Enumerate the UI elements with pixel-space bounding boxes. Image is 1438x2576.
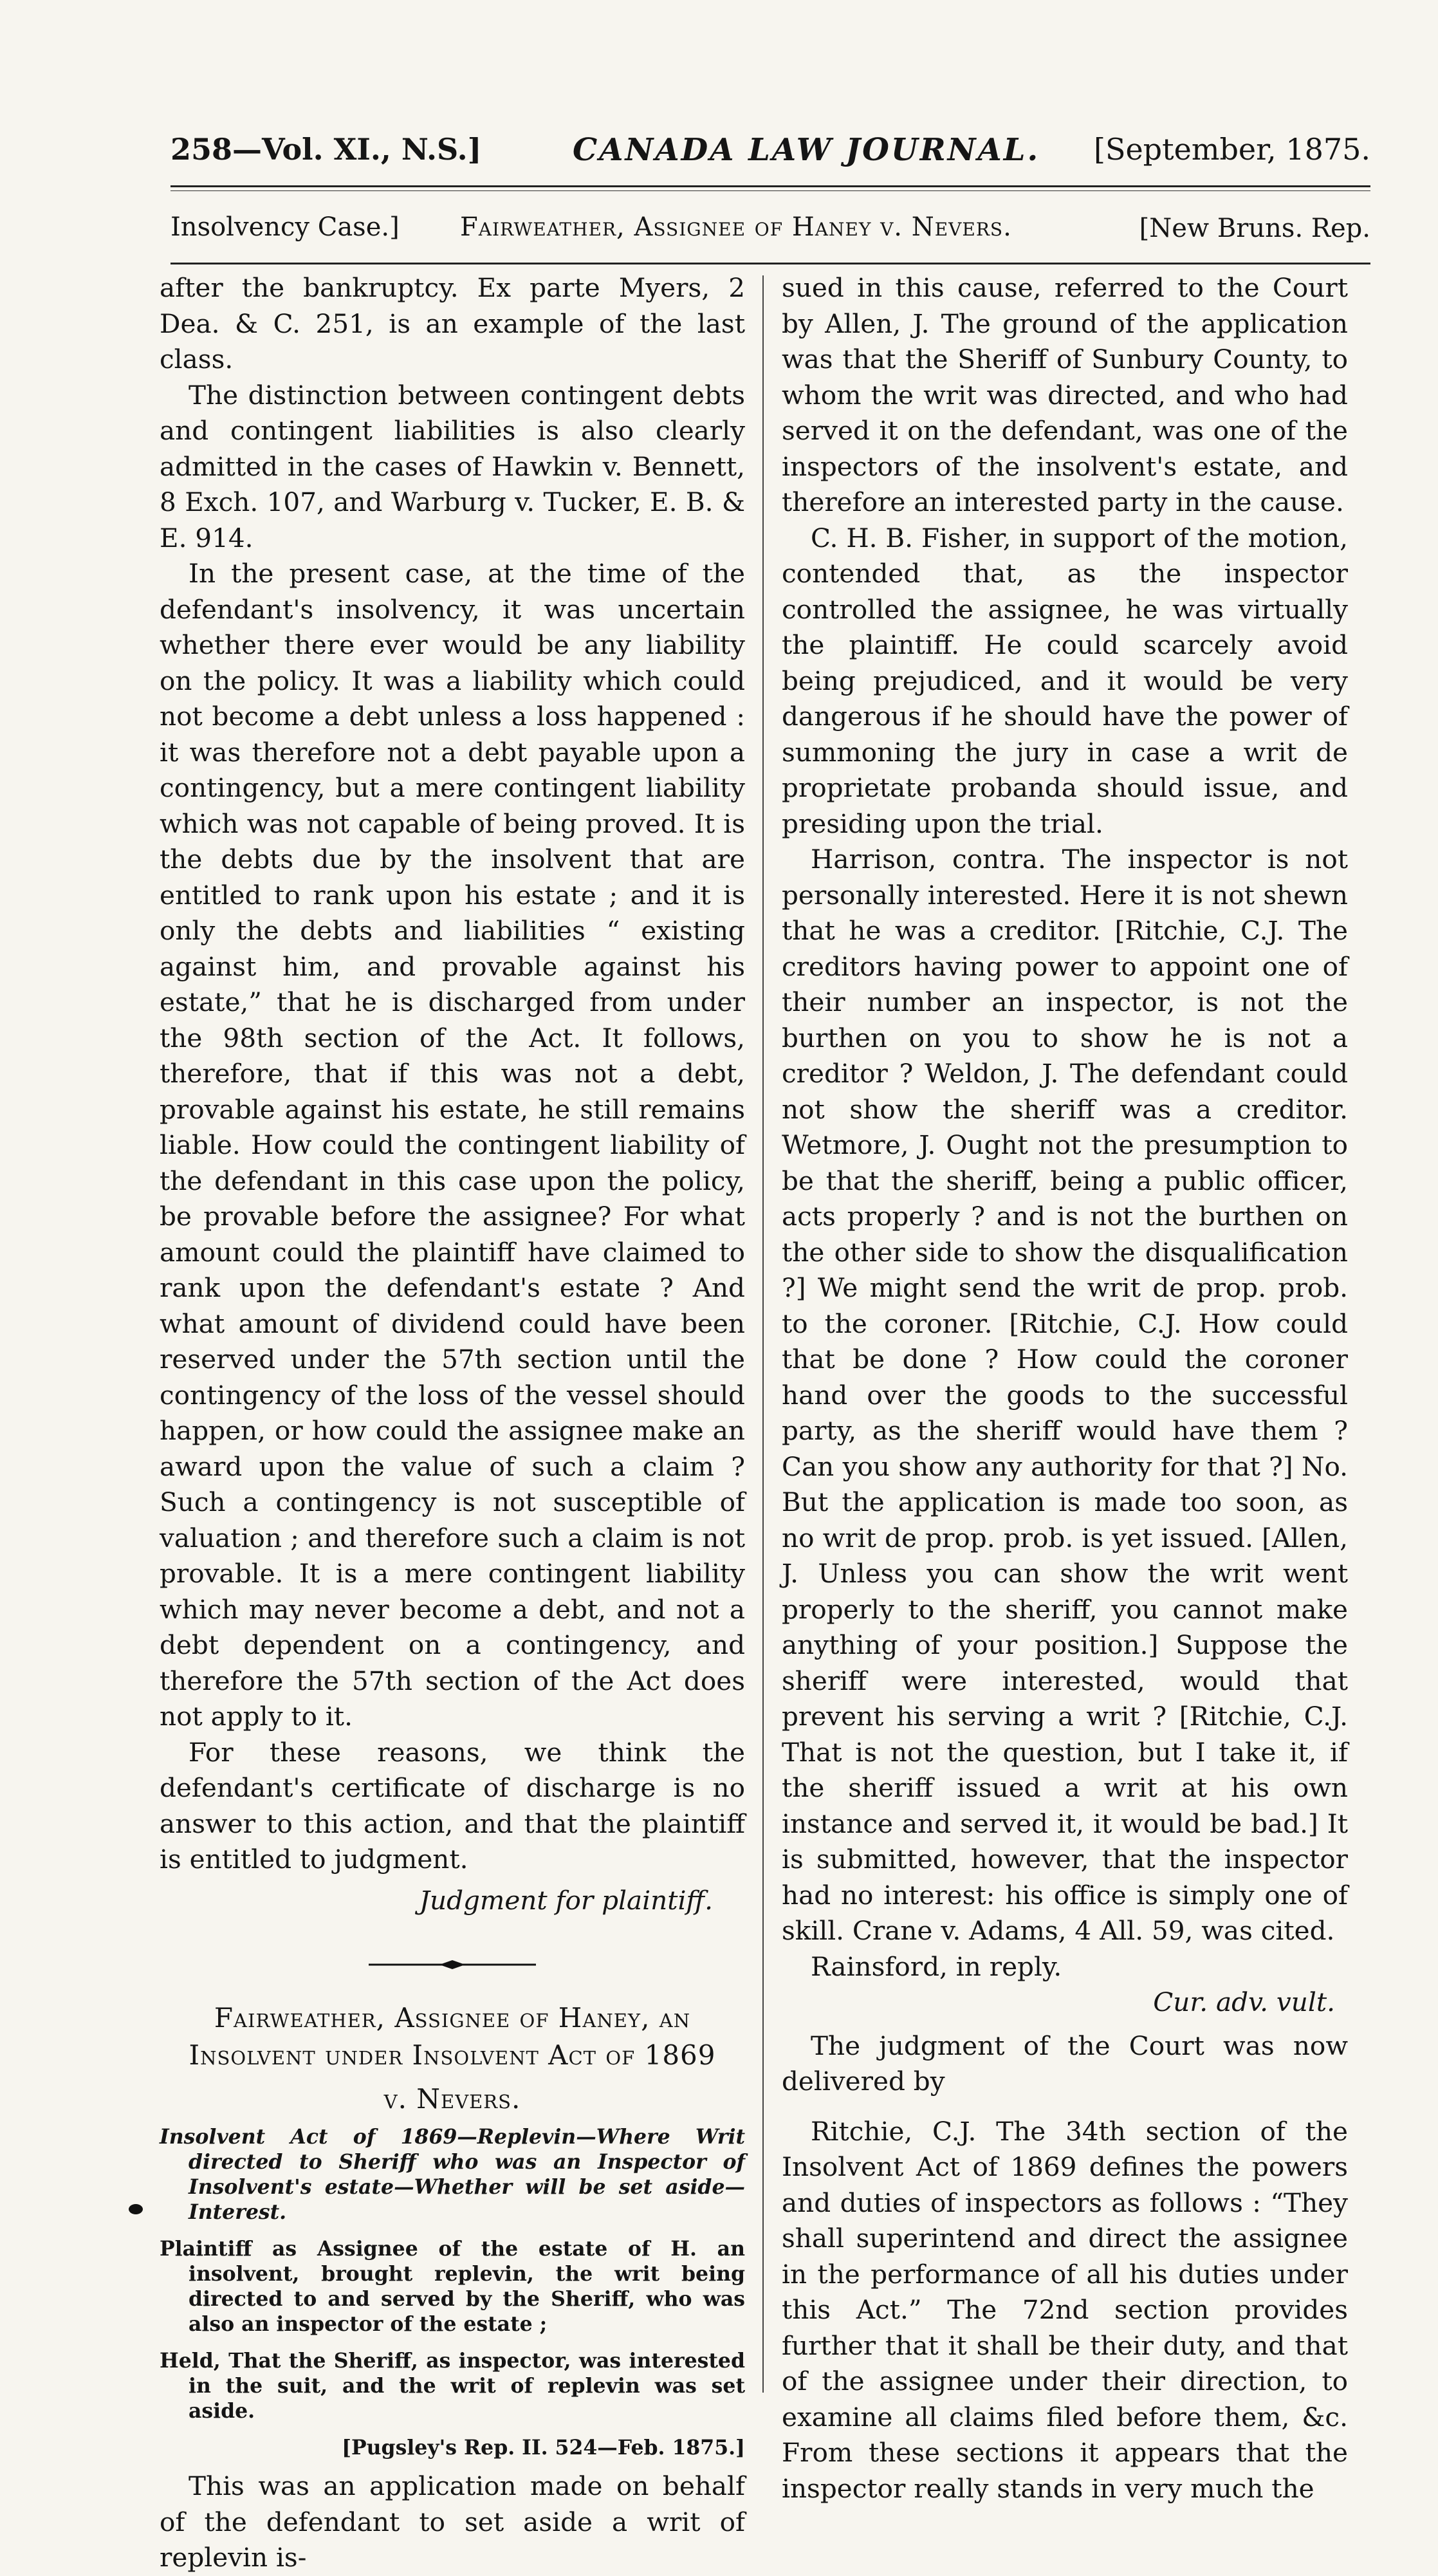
judgment-line: Judgment for plaintiff. [419,1884,713,1916]
cur-adv-vult: Cur. adv. vult. [1153,1987,1335,2017]
subheader-rule [171,263,1370,264]
paragraph: For these reasons, we think the defendant's certificate of discharge is no answer to this action, and that the plaintiff is entitled to judgment. [160,1736,745,1875]
paragraph: In the present case, at the time of the defendant's insolvency, it was uncertain whether there ever would be any liability on the policy. It was a liability which could not become a debt unless a loss happened : it was therefore not a debt payable upon a contingency, but a mere contingent liability which was not capable of being proved. It is the debts due by the insolvent that are entitled to rank upon his estate ; and it is only the debts and liabilities “ existing against him, and provable against his estate,” that he is discharged from under the 98th section of the Act. It follows, therefore, that if this was not a debt, provable against his estate, he still remains liable. How could the contingent liability of the defendant in this case upon the policy, be provable before the assignee? For what amount could the plaintiff have claimed to rank upon the defendant's estate ? And what amount of dividend could have been reserved under the 57th section until the contingency of the loss of the vessel should happen, or how could the assignee make an award upon the value of such a claim ? Such a contingency is not susceptible of valuation ; and therefore such a claim is not provable. It is a mere contingent liability which may never become a debt, and not a debt dependent on a contingency, and therefore the 57th section of the Act does not apply to it. [160,558,745,1732]
margin-mark [129,2204,143,2214]
header-rule-thin [171,190,1370,191]
paragraph: The distinction between contingent debts and contingent liabilities is also clearly admitted in the cases of Hawkin v. Bennett, 8 Exch. 107, and Warburg v. Tucker, E. B. & E. 914. [160,379,745,553]
case-subheader [171,212,1370,251]
running-head [171,132,1370,177]
headnote-held: Held, That the Sheriff, as inspector, was interested in the suit, and the writ of replevin was set aside. [160,2349,745,2423]
paragraph: Harrison, contra. The inspector is not personally interested. Here it is not shewn that he was a creditor. [Ritchie, C.J. The creditors having power to appoint one of their number an inspector, is not the burthen on you to show he is not a creditor ? Weldon, J. The defendant could not show the sheriff was a creditor. Wetmore, J. Ought not the presumption to be that the sheriff, being a public officer, acts properly ? and is not the burthen on the other side to show the disqualification ?] We might send the writ de prop. prob. to the coroner. [Ritchie, C.J. How could that be done ? How could the coroner hand over the goods to the successful party, as the sheriff would have them ? Can you show any authority for that ?] No. But the application is made too soon, as no writ de prop. prob. is yet issued. [Allen, J. Unless you can show the writ went properly to the sheriff, you cannot make anything of your position.] Suppose the sheriff were interested, would that prevent his serving a writ ? [Ritchie, C.J. That is not the question, but I take it, if the sheriff issued a writ at his own instance and served it, it would be bad.] It is submitted, however, that the inspector had no interest: his office is simply one of skill. Crane v. Adams, 4 All. 59, was cited. [782,844,1348,1946]
paragraph: after the bankruptcy. Ex parte Myers, 2 Dea. & C. 251, is an example of the last class. [160,272,745,375]
reporter-tag: [New Bruns. Rep. [1139,214,1370,243]
paragraph: The judgment of the Court was now delivered by [782,2030,1348,2097]
paragraph: This was an application made on behalf of the defendant to set aside a writ of replevin is- [160,2470,745,2573]
case-title-versus: v. Nevers. [383,2083,521,2115]
right-column [782,270,1348,2507]
left-column [160,270,745,2576]
case-title: Fairweather, Assignee of Haney, an Insolvent under Insolvent Act of 1869 [189,2002,716,2071]
case-category: Insolvency Case.] [171,212,400,242]
column-divider [762,275,764,2393]
page-volume: 258—Vol. XI., N.S.] [171,132,482,167]
headnote-catchwords-text: Insolvent Act of 1869—Replevin—Where Writ directed to Sheriff who was an Inspector of Insolvent's estate—Whether will be set aside—Interest. [160,2125,745,2224]
header-rule [171,185,1370,187]
journal-title: CANADA LAW JOURNAL. [573,132,1040,168]
headnote-facts: Plaintiff as Assignee of the estate of H. an insolvent, brought replevin, the writ being directed to and served by the Sheriff, who was also an inspector of the estate ; [160,2237,745,2336]
report-citation: [Pugsley's Rep. II. 524—Feb. 1875.] [342,2436,745,2460]
ornament-divider [356,1958,549,1971]
case-name-header: Fairweather, Assignee of Haney v. Nevers. [460,212,1012,242]
paragraph: sued in this cause, referred to the Court by Allen, J. The ground of the application was that the Sheriff of Sunbury County, to whom the writ was directed, and who had served it on the defendant, was one of the inspectors of the insolvent's estate, and therefore an interested party in the cause. [782,272,1348,517]
paragraph: Ritchie, C.J. The 34th section of the Insolvent Act of 1869 defines the powers and duties of inspectors as follows : “They shall superintend and direct the assignee in the performance of all his duties under this Act.” The 72nd section provides further that it shall be their duty, and that of the assignee under their direction, to examine all claims filed before them, &c. From these sections it appears that the inspector really stands in very much the [782,2115,1348,2504]
paragraph: Rainsford, in reply. [811,1951,1062,1982]
headnote-catchwords [160,2124,745,2225]
paragraph: C. H. B. Fisher, in support of the motion, contended that, as the inspector controlled the assignee, he was virtually the plaintiff. He could scarcely avoid being prejudiced, and it would be very dangerous if he should have the power of summoning the jury in case a writ de proprietate probanda should issue, and presiding upon the trial. [782,522,1348,839]
issue-date: [September, 1875. [1094,132,1370,167]
